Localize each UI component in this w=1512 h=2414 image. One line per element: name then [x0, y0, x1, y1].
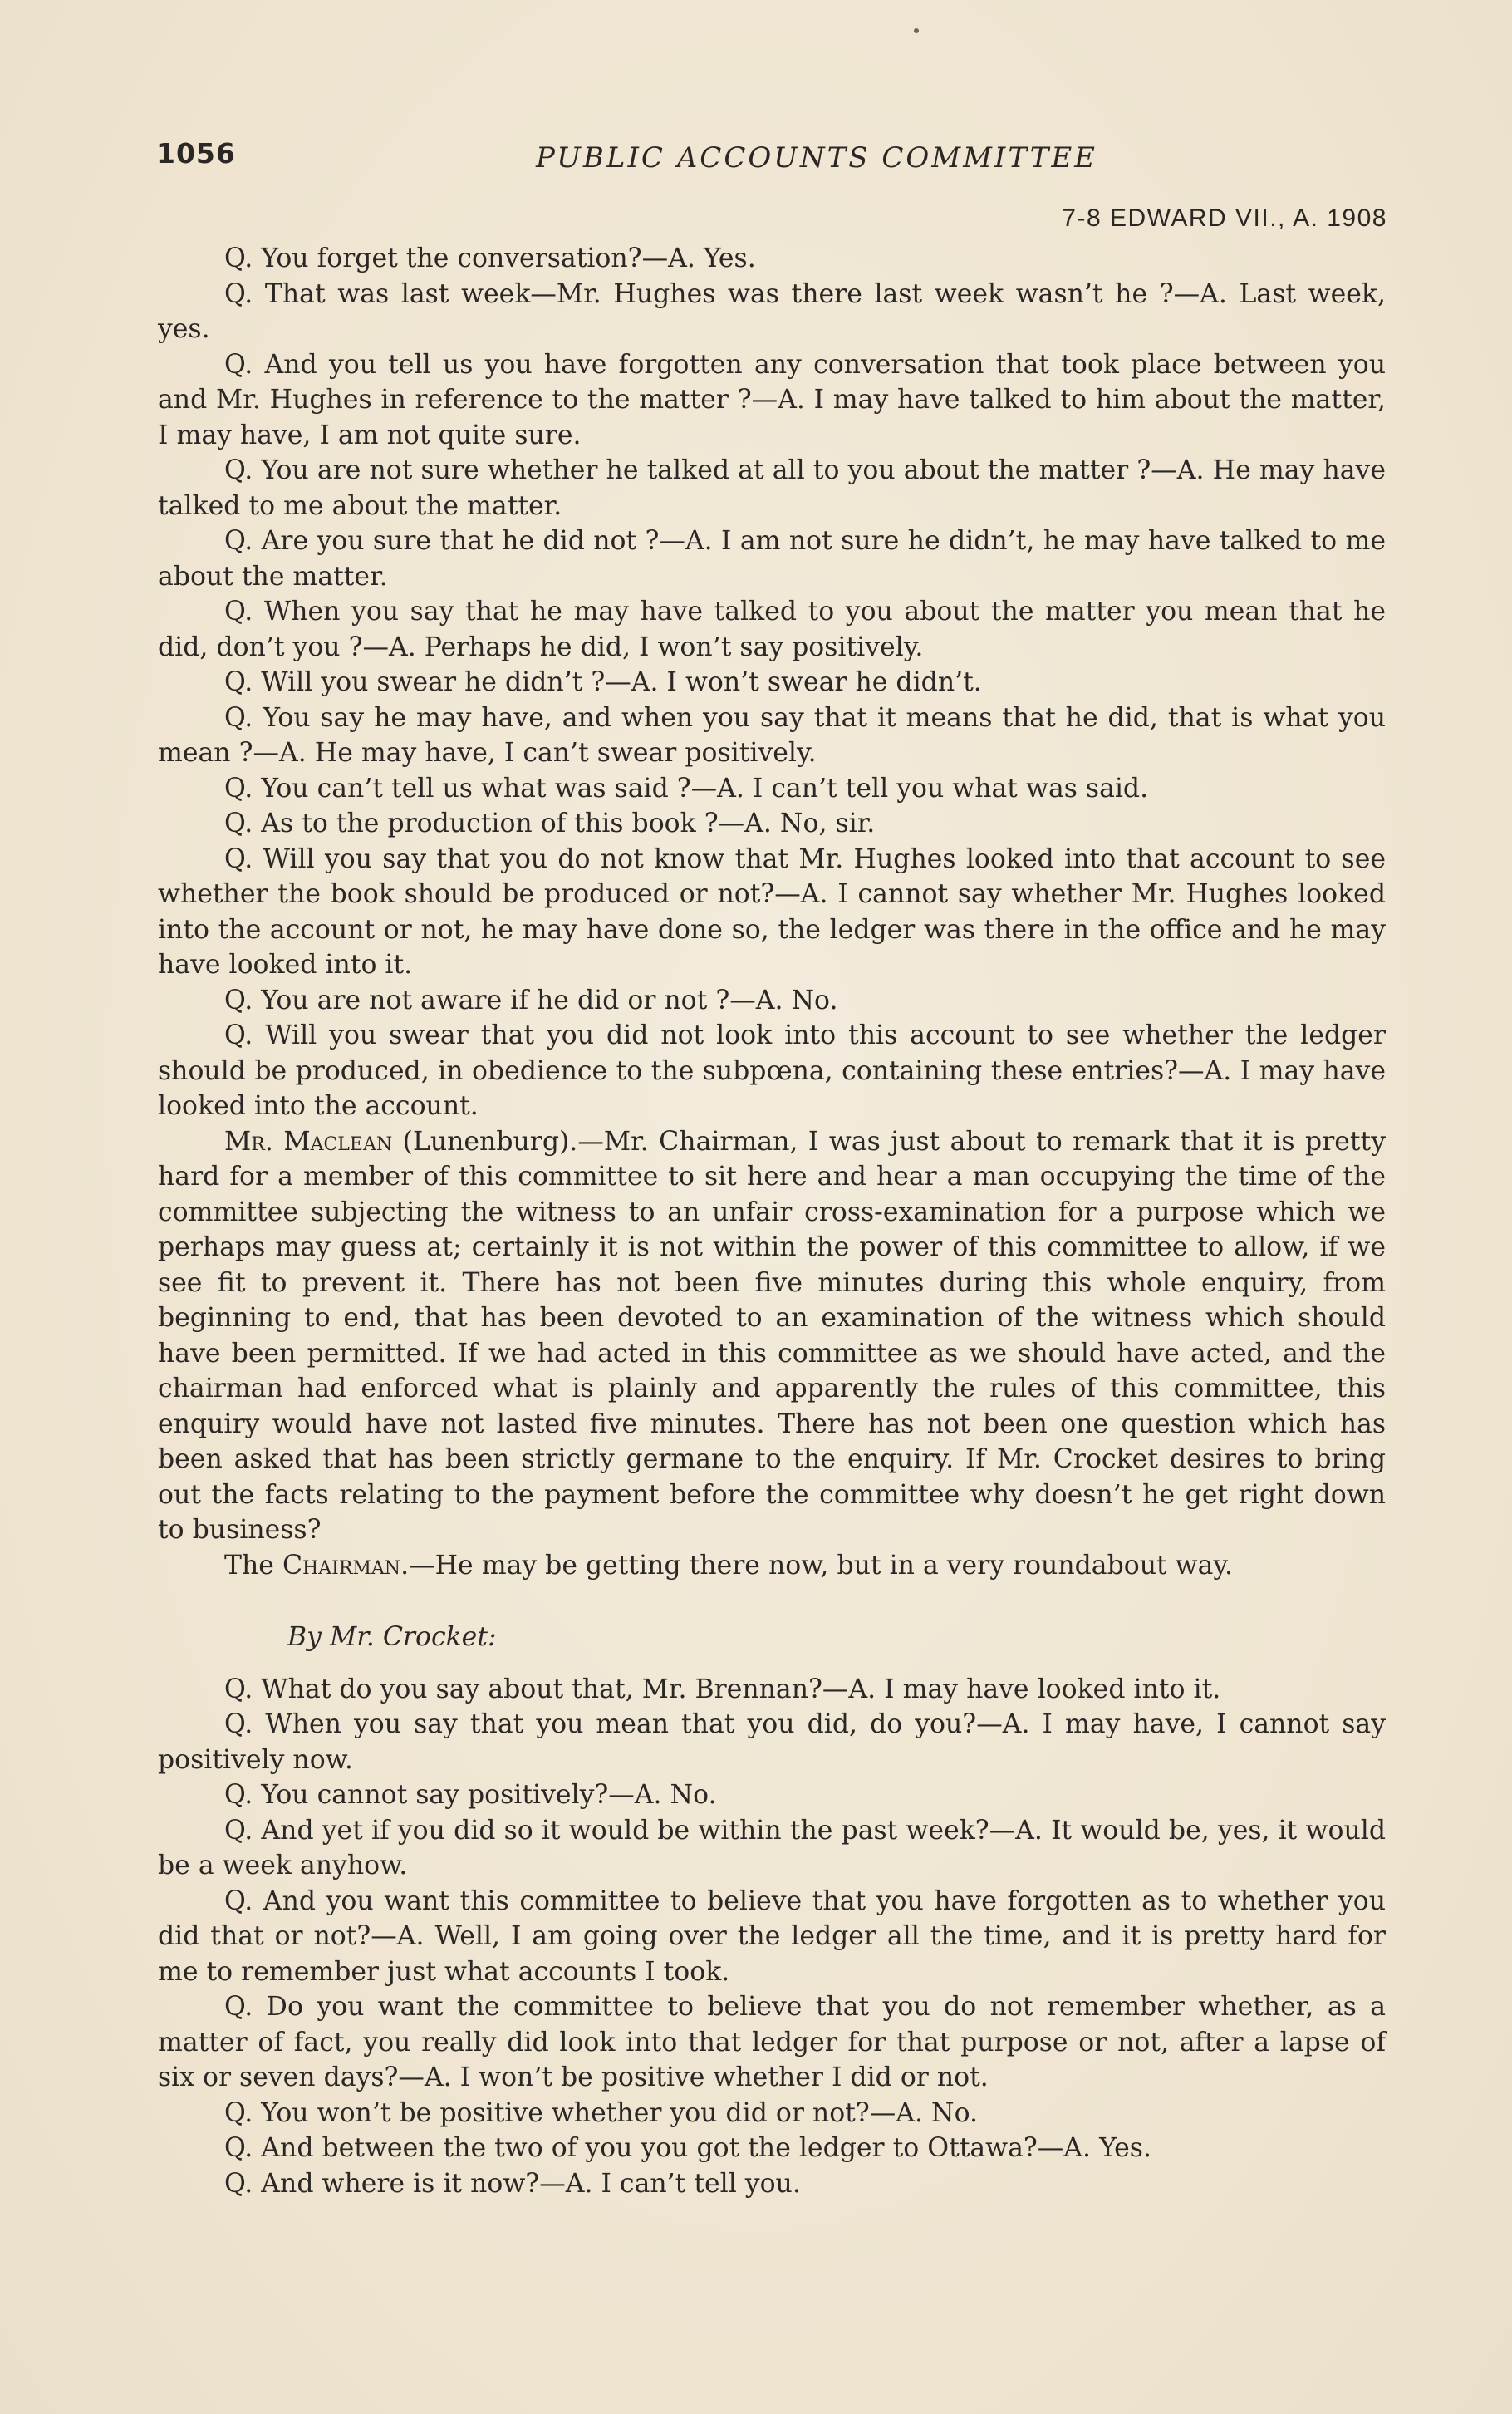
qa-paragraph: Q. And you tell us you have forgotten any conversation that took place between you and Mr. Hughes in reference to the matter ?—A. I may have talked to him about the matter, I may have, I am not quite sure.	[158, 349, 1386, 450]
running-title: PUBLIC ACCOUNTS COMMITTEE	[536, 141, 1097, 175]
chairman-statement	[158, 1548, 1386, 1584]
qa-paragraph: Q. You won’t be positive whether you did or not?—A. No.	[224, 2097, 978, 2128]
qa-paragraph: Q. You are not aware if he did or not ?—A. No.	[224, 985, 838, 1015]
qa-paragraph: Q. Will you swear he didn’t ?—A. I won’t swear he didn’t.	[224, 667, 982, 697]
statement-text: (Lunenburg).—Mr. Chairman, I was just about to remark that it is pretty hard for a member of this committee to sit here and hear a man occupying the time of the committee subjecting the witness to an unfair cross-examination for a purpose which we perhaps may guess at; certainly it is not within the power of this committee to allow, if we see fit to prevent it. There has not been five minutes during this whole enquiry, from beginning to end, that has been devoted to an examination of the witness which should have been permitted. If we had acted in this committee as we should have acted, and the chairman had enforced what is plainly and apparently the rules of this committee, this enquiry would have not lasted five minutes. There has not been one question which has been asked that has been strictly germane to the enquiry. If Mr. Crocket desires to bring out the facts relating to the payment before the committee why doesn’t he get right down to business?	[158, 1126, 1387, 1545]
maclean-statement	[158, 1124, 1386, 1548]
qa-paragraph: Q. And you want this committee to believe that you have forgotten as to whether you did that or not?—A. Well, I am going over the ledger all the time, and it is pretty hard for me to remember just what accounts I took.	[158, 1885, 1386, 1987]
qa-paragraph: Q. You say he may have, and when you say that it means that he did, that is what you mean ?—A. He may have, I can’t swear positively.	[158, 702, 1386, 768]
qa-paragraph: Q. And yet if you did so it would be within the past week?—A. It would be, yes, it would be a week anyhow.	[158, 1815, 1386, 1881]
qa-paragraph: Q. Do you want the committee to believe that you do not remember whether, as a matter of fact, you really did look into that ledger for that purpose or not, after a lapse of six or seven days?—A. I won’t be positive whether I did or not.	[158, 1992, 1386, 2092]
qa-paragraph: Q. You are not sure whether he talked at all to you about the matter ?—A. He may have talked to me about the matter.	[158, 455, 1386, 521]
speaker-name: Chairman	[282, 1550, 401, 1581]
speaker-prefix: The	[224, 1550, 282, 1581]
qa-paragraph: Q. You forget the conversation?—A. Yes.	[224, 243, 756, 273]
session-label: 7-8 EDWARD VII., A. 1908	[1062, 204, 1387, 232]
page-number: 1056	[156, 137, 236, 170]
document-body	[158, 241, 1386, 2201]
qa-paragraph: Q. What do you say about that, Mr. Brennan?—A. I may have looked into it.	[224, 1674, 1221, 1704]
qa-paragraph: Q. Will you swear that you did not look into this account to see whether the ledger should be produced, in obedience to the subpœna, containing these entries?—A. I may have looked into the account.	[158, 1020, 1386, 1121]
qa-paragraph: Q. You can’t tell us what was said ?—A. I can’t tell you what was said.	[224, 773, 1149, 804]
qa-paragraph: Q. When you say that he may have talked to you about the matter you mean that he did, don’t you ?—A. Perhaps he did, I won’t say positively.	[158, 597, 1386, 662]
qa-paragraph: Q. That was last week—Mr. Hughes was there last week wasn’t he ?—A. Last week, yes.	[158, 278, 1386, 344]
statement-text: .—He may be getting there now, but in a very roundabout way.	[400, 1550, 1234, 1581]
speaker-name: Mr. Maclean	[224, 1126, 393, 1157]
ink-speck	[914, 28, 919, 33]
qa-paragraph: Q. Are you sure that he did not ?—A. I am not sure he didn’t, he may have talked to me about the matter.	[158, 526, 1386, 592]
qa-paragraph: Q. You cannot say positively?—A. No.	[224, 1780, 717, 1810]
qa-paragraph: Q. When you say that you mean that you did, do you?—A. I may have, I cannot say positively now.	[158, 1709, 1386, 1775]
section-subheading: By Mr. Crocket:	[287, 1622, 497, 1652]
qa-paragraph: Q. And between the two of you you got the ledger to Ottawa?—A. Yes.	[224, 2133, 1151, 2163]
qa-paragraph: Q. As to the production of this book ?—A. No, sir.	[224, 809, 876, 838]
qa-paragraph: Q. Will you say that you do not know that Mr. Hughes looked into that account to see whether the book should be produced or not?—A. I cannot say whether Mr. Hughes looked into the account or not, he may have done so, the ledger was there in the office and he may have looked into it.	[158, 843, 1386, 980]
qa-paragraph: Q. And where is it now?—A. I can’t tell you.	[224, 2168, 801, 2199]
